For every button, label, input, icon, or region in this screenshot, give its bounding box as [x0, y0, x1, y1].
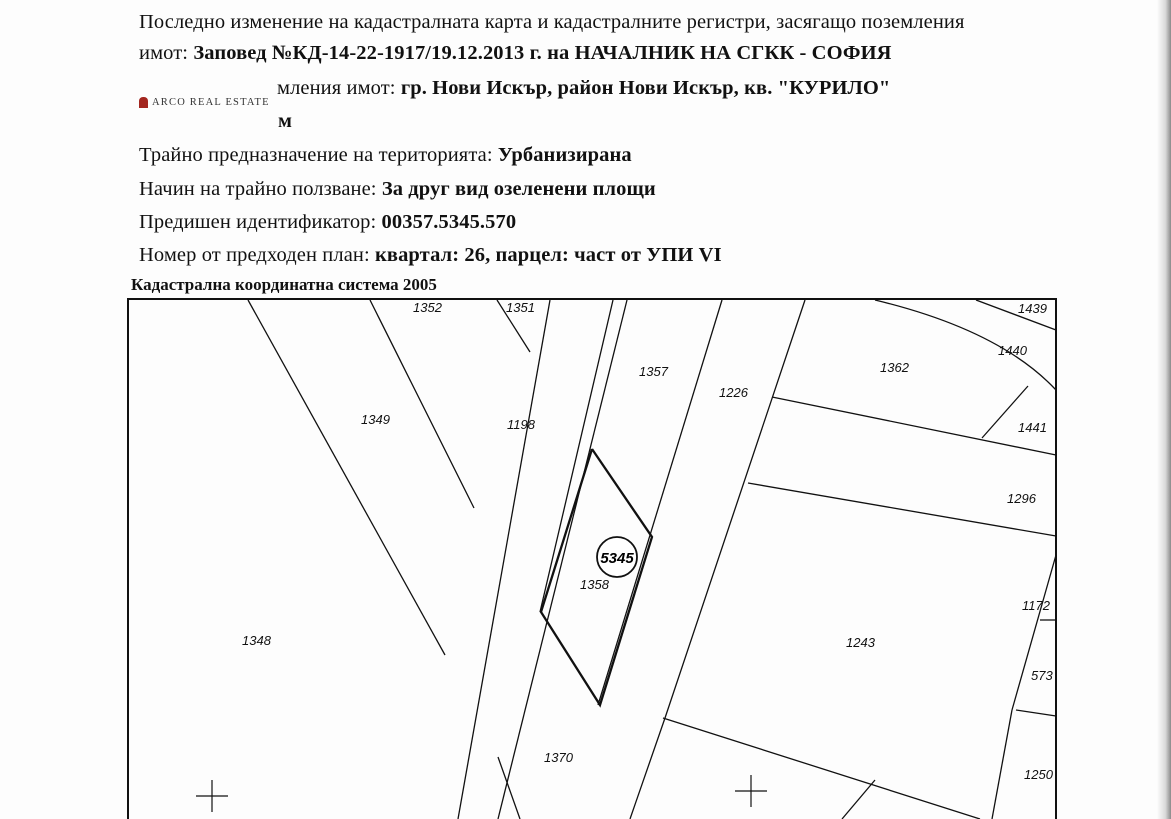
- address-tail: м: [278, 110, 293, 132]
- parcel-label: 1349: [361, 412, 390, 427]
- parcel-label: 1351: [506, 300, 535, 315]
- parcel-label: 1370: [544, 750, 573, 765]
- parcel-label: 1172: [1022, 598, 1050, 613]
- parcel-label: 1226: [719, 385, 748, 400]
- arco-logo-text: ARCO REAL ESTATE: [152, 97, 270, 108]
- order-value: Заповед №КД-14-22-1917/19.12.2013 г. на НАЧАЛНИК НА СГКК - СОФИЯ: [193, 42, 892, 64]
- parcel-label: 1439: [1018, 301, 1047, 316]
- coordinate-system-title: Кадастрална координатна система 2005: [131, 275, 437, 294]
- usage-line: Начин на трайно ползване: За друг вид озеленени площи: [139, 178, 656, 200]
- parcel-label: 1250: [1024, 767, 1053, 782]
- address-line: мления имот: гр. Нови Искър, район Нови Искър, кв. "КУРИЛО": [277, 77, 891, 99]
- order-line: имот: Заповед №КД-14-22-1917/19.12.2013 г. на НАЧАЛНИК НА СГКК - СОФИЯ: [139, 42, 892, 64]
- parcel-label: 1358: [580, 577, 609, 592]
- parcel-label: 573: [1031, 668, 1053, 683]
- previous-plan-line: Номер от предходен план: квартал: 26, парцел: част от УПИ VI: [139, 244, 722, 266]
- parcel-label: 1362: [880, 360, 909, 375]
- parcel-label: 1348: [242, 633, 271, 648]
- previous-plan-value: квартал: 26, парцел: част от УПИ VI: [375, 244, 722, 266]
- previous-id-value: 00357.5345.570: [381, 211, 517, 233]
- scan-edge-shadow: [1157, 0, 1171, 819]
- subject-parcel-number: 5345: [600, 550, 634, 567]
- usage-value: За друг вид озеленени площи: [381, 178, 656, 200]
- parcel-label: 1296: [1007, 491, 1036, 506]
- grid-crosshair: [196, 780, 228, 812]
- purpose-line: Трайно предназначение на територията: Урбанизирана: [139, 144, 632, 166]
- parcel-label: 1243: [846, 635, 875, 650]
- parcel-label: 1440: [998, 343, 1027, 358]
- parcel-label: 1441: [1018, 420, 1047, 435]
- last-change-line: Последно изменение на кадастралната карта и кадастралните регистри, засягащо поземления: [139, 11, 965, 33]
- address-value: гр. Нови Искър, район Нови Искър, кв. "КУРИЛО": [400, 77, 891, 99]
- previous-id-line: Предишен идентификатор: 00357.5345.570: [139, 211, 517, 233]
- parcel-label: 1352: [413, 300, 442, 315]
- map-frame: [128, 299, 1056, 819]
- parcel-label: 1357: [639, 364, 668, 379]
- purpose-value: Урбанизирана: [497, 144, 632, 166]
- parcel-label: 1198: [507, 417, 535, 432]
- grid-crosshair: [735, 775, 767, 807]
